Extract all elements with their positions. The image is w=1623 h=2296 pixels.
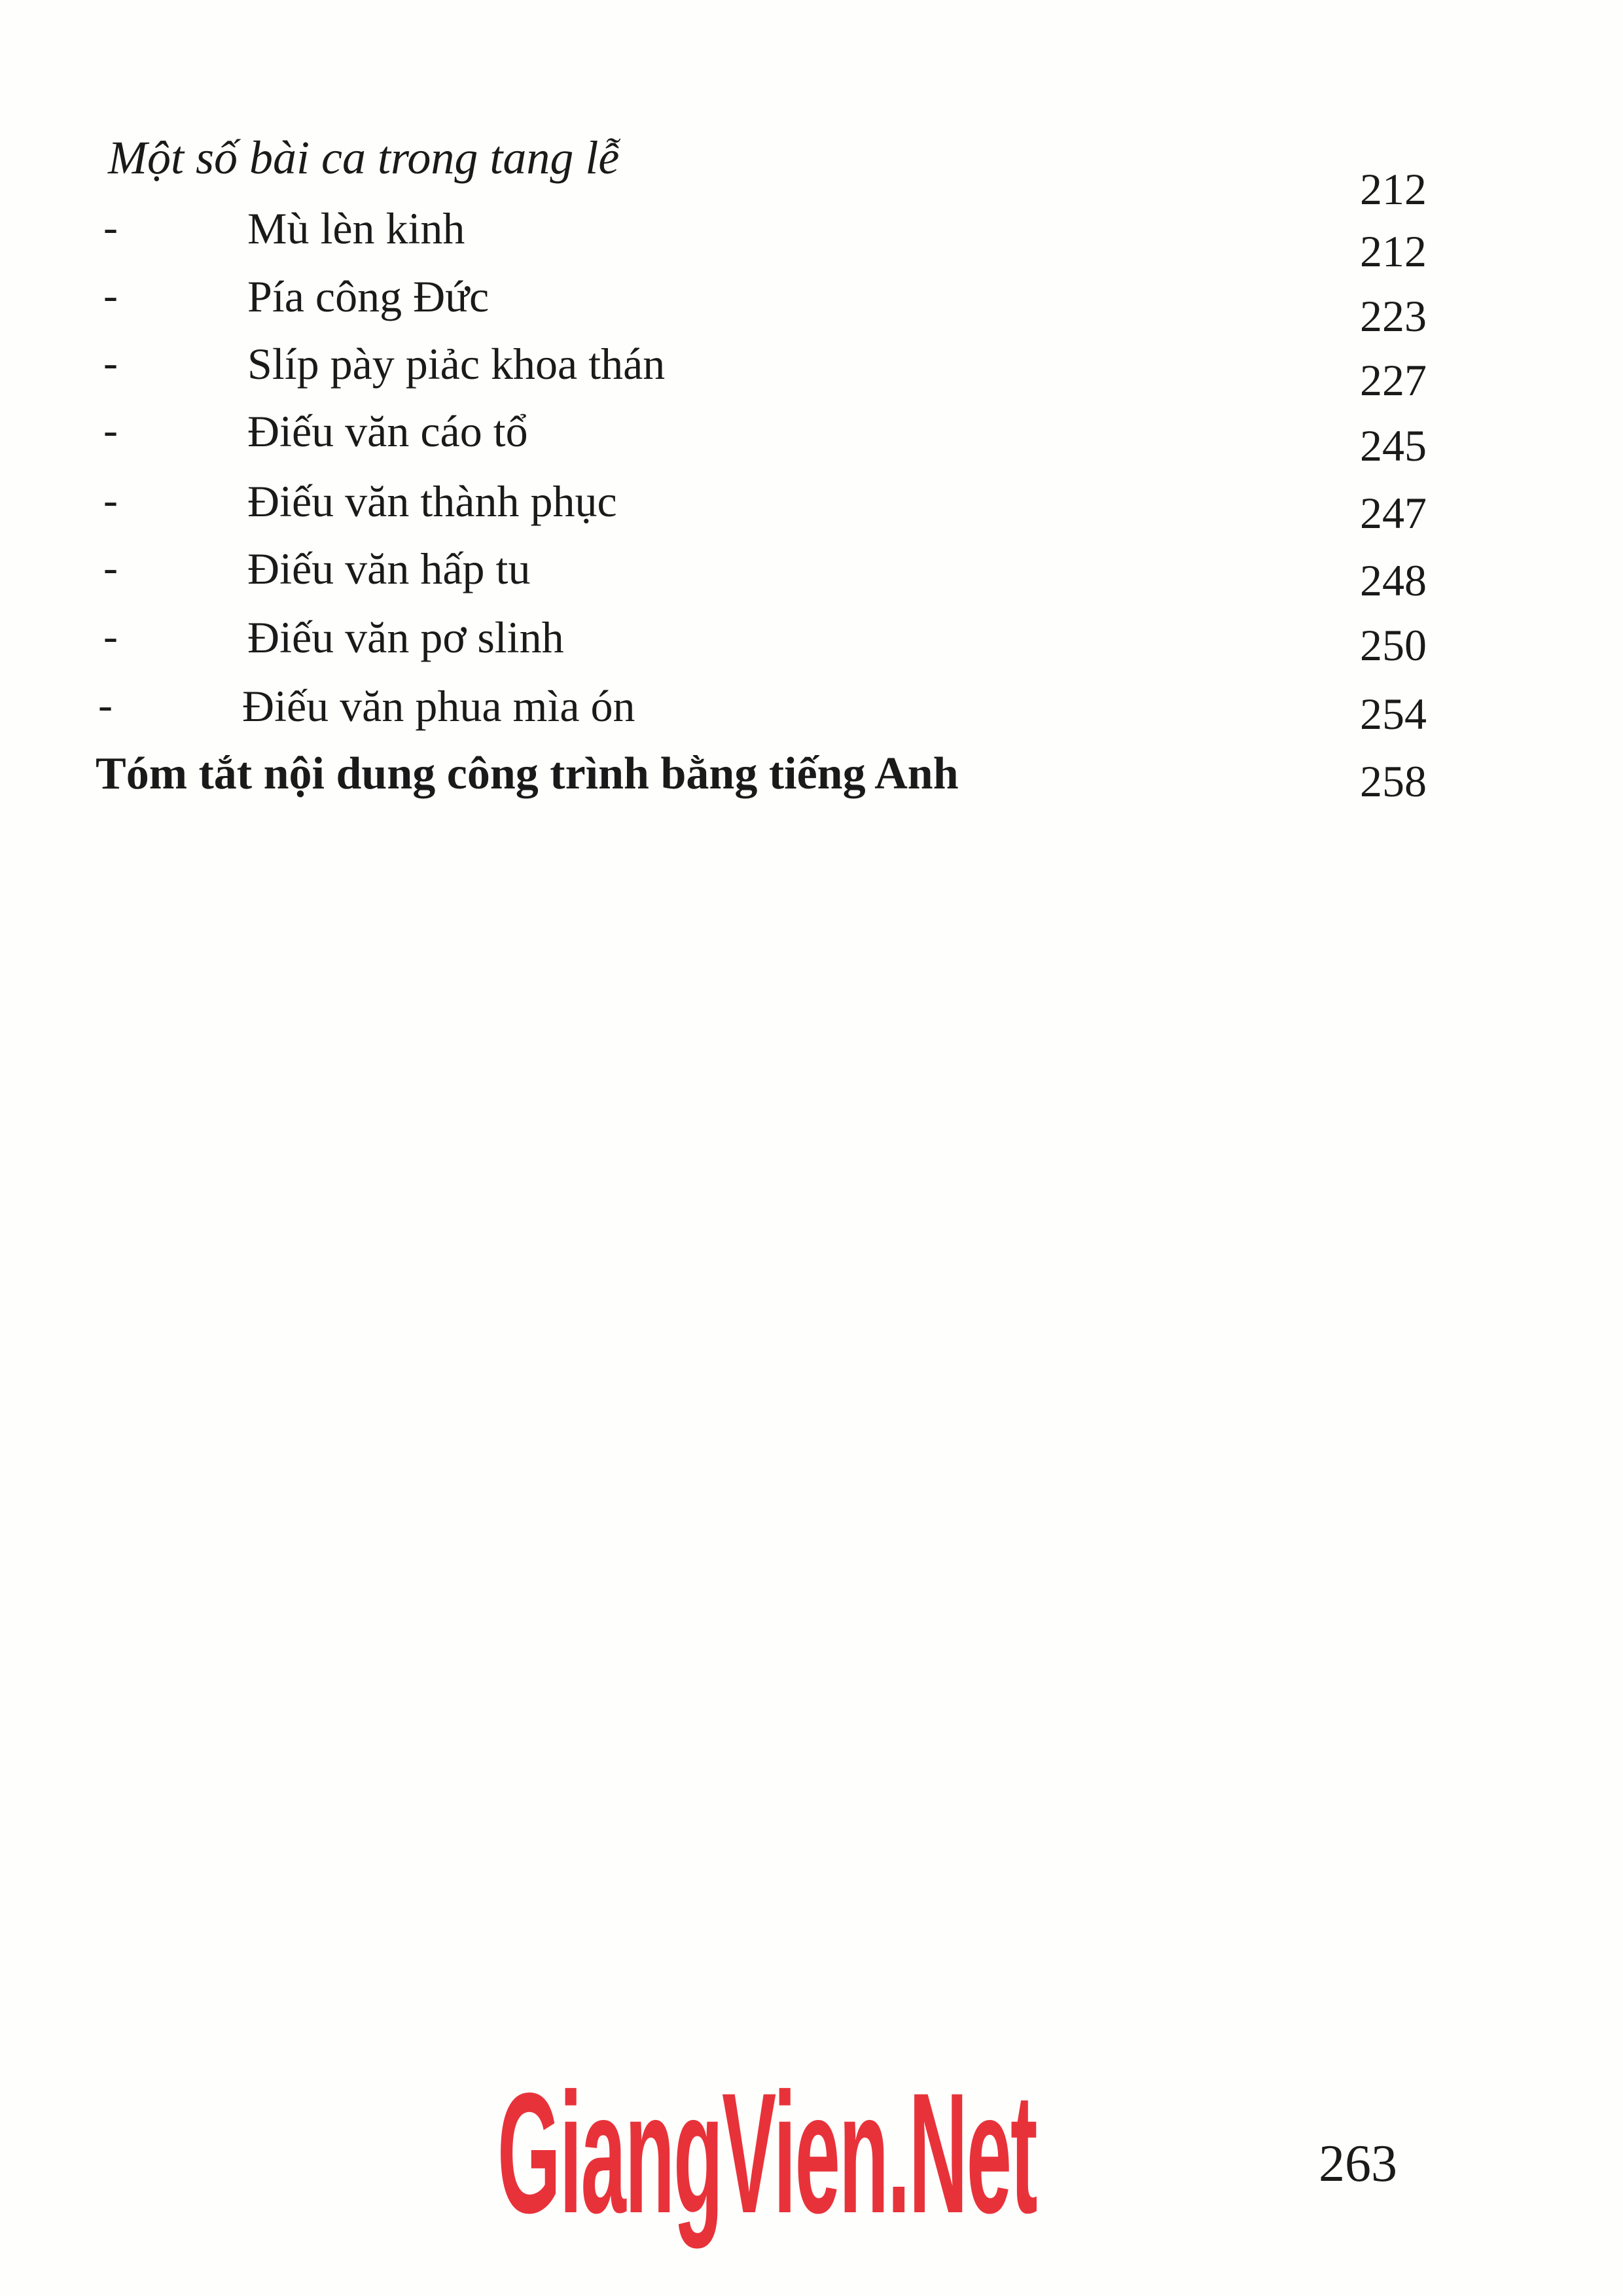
toc-item-label: Mù lèn kinh [247,203,465,253]
bullet: - [103,339,118,387]
toc-item-page: 245 [1360,421,1427,470]
toc-summary-label: Tóm tắt nội dung công trình bằng tiếng Anh [96,749,959,799]
bullet: - [103,612,118,660]
page-number: 263 [1319,2135,1397,2193]
toc-item-page: 250 [1360,620,1427,670]
bullet: - [103,544,118,592]
section-title: Một số bài ca trong tang lễ [108,132,620,184]
toc-item-label: Pía công Đức [247,272,490,321]
bullet: - [103,406,118,454]
toc-item-page: 254 [1360,689,1427,739]
bullet: - [103,476,118,524]
toc-item-label: Slíp pày piảc khoa thán [247,339,666,389]
toc-item-label: Điếu văn phua mìa ón [242,681,635,731]
toc-item-page: 223 [1360,291,1427,341]
bullet: - [103,272,118,319]
toc-summary-page: 258 [1360,756,1427,806]
bullet: - [103,203,118,251]
section-page: 212 [1360,164,1427,214]
toc-item-label: Điếu văn cáo tổ [247,406,528,456]
watermark-logo: GiangVien.Net [497,2057,1037,2249]
bullet: - [98,681,113,729]
toc-item-page: 212 [1360,226,1427,276]
toc-item-page: 227 [1360,355,1427,405]
toc-item-label: Điếu văn hấp tu [247,544,531,593]
toc-item-label: Điếu văn thành phục [247,476,617,526]
toc-item-page: 248 [1360,556,1427,605]
toc-item-label: Điếu văn pơ slinh [247,612,564,662]
toc-item-page: 247 [1360,488,1427,538]
